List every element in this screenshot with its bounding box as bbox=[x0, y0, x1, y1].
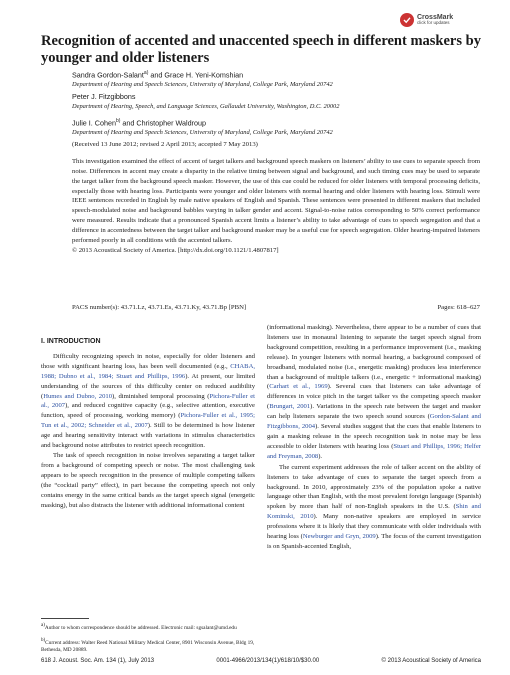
citation-link[interactable]: Newburger and Gryn, 2009 bbox=[302, 533, 376, 541]
paragraph: Difficulty recognizing speech in noise, especially for older listeners and those with significant hearing loss, has been well documented (e.g., CHABA, 1988; Dubno et al., 1984; Stuart and Phillips, 1996). At present, our limited understanding of the sources of this difficulty center on reduced audibility (Humes and Dubno, 2010), diminished temporal processing (Pichora-Fuller et al., 2007), and reduced cognitive capacity (e.g., selective attention, executive function, speed of processing, working memory) (Pichora-Fuller et al., 1995; Tun et al., 2002; Schneider et al., 2007). Still to be determined is how listener age and hearing sensitivity interact with variations in stimulus characteristics and background noise attributes to restrict speech recognition. bbox=[41, 352, 256, 450]
crossmark-badge[interactable] bbox=[400, 10, 470, 30]
citation-link[interactable]: Gordon-Salant and Fitzgibbons, 2004 bbox=[267, 413, 481, 431]
affiliation: Department of Hearing and Speech Sciences, University of Maryland, College Park, Maryland 20742 bbox=[72, 129, 333, 137]
paragraph: The task of speech recognition in noise involves separating a target talker from a background of competing speech or noise. The most challenging task appears to be speech recognition in the presence of multiple competing talkers (the “cocktail party” effect), in part because the competing speech not only contains energy in the same critical bands as the target speech signal (energetic masking), but also distracts the listener with additional informational content bbox=[41, 451, 255, 509]
paragraph: (informational masking). Nevertheless, there appear to be a number of cues that listeners use in monaural listening to separate the target speech signal from background competition, resulting in a performance improvement (i.e., masking release). In younger listeners with normal hearing, a background composed of broadband, modulated noise (i.e., energetic masking) produces less interference than a background of multiple talkers (i.e., energetic + informational masking) (Carhart et al., 1969). Several cues that listeners can take advantage of differences in voice pitch in the target talker vs the competing speech masker (Brungart, 2001). Variations in the speech rate between the target and masker can help listeners separate the two speech sound sources (Gordon-Salant and Fitzgibbons, 2004). Several studies suggest that the cues that enable listeners to gain a masking release in the speech recognition task in noise may be less accessible to older listeners with hearing loss (Stuart and Phillips, 1996; Helfer and Freyman, 2008). bbox=[267, 324, 481, 460]
abstract-text: This investigation examined the effect of accent of target talkers and background speech maskers on listeners’ ability to use cues to separate speech from noise. Differences in accent may create a disparity in the relative timing between signal and background, and such timing cues may be used to separate the target talker from the background speech masker. However, the use of this cue could be reduced for older listeners with temporal processing deficits, especially those with hearing loss. Participants were younger and older listeners with normal hearing and older listeners with hearing loss. Stimuli were IEEE sentences recorded in English by male native speakers of English and Spanish. These sentences were presented in different maskers that included speech-modulated noise and background babbles varying in talker gender and accent. Signal-to-noise ratios corresponding to 50% correct performance were measured. Results indicate that a pronounced Spanish accent limits a listener’s ability to take advantage of cues to speech segregation and that a difference in accentedness between the target talker and background masker may be a useful cue for speech segregation. Older hearing-impaired listeners performed poorly in all conditions with the accented talkers. bbox=[72, 158, 480, 244]
left-column bbox=[41, 337, 255, 510]
author-block-3 bbox=[72, 116, 482, 137]
author-names: and Grace H. Yeni-Komshian bbox=[148, 70, 244, 80]
footnote-mark[interactable]: b) bbox=[115, 118, 121, 124]
crossmark-label: CrossMark bbox=[417, 14, 454, 22]
author-block-1 bbox=[72, 68, 482, 89]
footnote: $^{b)}$Current address: Walter Reed National Military Medical Center, 8901 Wisconsin Avenue, Bldg 19, Bethesda, MD 20889. bbox=[41, 638, 255, 653]
issn-code: 0001-4966/2013/134(1)/618/10/$30.00 bbox=[216, 658, 320, 664]
crossmark-icon bbox=[400, 13, 414, 27]
right-column bbox=[267, 323, 481, 552]
author-block-2 bbox=[72, 92, 482, 111]
footnote: $^{a)}$Author to whom correspondence should be addressed. Electronic mail: sgsalant@umd.edu bbox=[41, 623, 237, 631]
paragraph: The current experiment addresses the role of talker accent on the ability of listeners to take advantage of cues to separate the target speech from a background. In 2010, approximately 23% of the population spoke a native language other than English, with the most prevalent foreign language (Spanish) spoken by more than half of non-English speakers in the U.S. (Shin and Kominski, 2010). Many non-native speakers are employed in service professions where it is likely that they communicate with older individuals with hearing loss (Newburger and Gryn, 2009). The focus of the current investigation is on Spanish-accented English, bbox=[267, 463, 481, 550]
citation-link[interactable]: Shin and Kominski, 2010 bbox=[267, 503, 481, 521]
citation-link[interactable]: Stuart and Phillips, 1996; Helfer and Freyman, 2008 bbox=[267, 442, 481, 460]
citation-link[interactable]: Pichora-Fuller et al., 1995; Tun et al., 2002; Schneider et al., 2007 bbox=[41, 412, 255, 430]
article-title: Recognition of accented and unaccented speech in different maskers by younger and older listeners bbox=[41, 33, 481, 66]
affiliation: Department of Hearing and Speech Sciences, University of Maryland, College Park, Maryland 20742 bbox=[72, 81, 333, 89]
copyright-doi[interactable]: © 2013 Acoustical Society of America. [http://dx.doi.org/10.1121/1.4807817] bbox=[72, 246, 279, 254]
abstract bbox=[72, 157, 480, 255]
page-footer bbox=[41, 658, 481, 664]
pacs-numbers: PACS number(s): 43.71.Lz, 43.71.Es, 43.71.Ky, 43.71.Bp [PBN] bbox=[72, 304, 247, 311]
journal-citation: 618 J. Acoust. Soc. Am. 134 (1), July 2013 bbox=[41, 658, 155, 664]
citation-link[interactable]: Pichora-Fuller et al., 2007 bbox=[41, 392, 255, 410]
section-heading: I. INTRODUCTION bbox=[41, 338, 101, 345]
footnote-divider bbox=[41, 618, 89, 619]
page-range: Pages: 618–627 bbox=[437, 304, 480, 311]
author-names: and Christopher Waldroup bbox=[120, 118, 207, 128]
citation-link[interactable]: Brungart, 2001 bbox=[269, 403, 311, 411]
crossmark-sublabel: click for updates bbox=[417, 20, 450, 26]
received-dates: (Received 13 June 2012; revised 2 April 2013; accepted 7 May 2013) bbox=[72, 141, 258, 148]
affiliation: Department of Hearing, Speech, and Language Sciences, Gallaudet University, Washington, D.C. 20002 bbox=[72, 103, 340, 110]
footer-copyright: © 2013 Acoustical Society of America bbox=[381, 658, 481, 664]
author-names: Peter J. Fitzgibbons bbox=[72, 92, 136, 101]
footnote-mark[interactable]: a) bbox=[143, 70, 149, 76]
pacs-line bbox=[72, 304, 480, 311]
citation-link[interactable]: Humes and Dubno, 2010 bbox=[43, 392, 113, 400]
citation-link[interactable]: Carhart et al., 1969 bbox=[269, 383, 328, 391]
author-names: Julie I. Cohen bbox=[72, 118, 116, 128]
citation-link[interactable]: CHABA, 1988; Dubno et al., 1984; Stuart and Phillips, 1996 bbox=[41, 362, 255, 380]
author-names: Sandra Gordon-Salant bbox=[72, 70, 144, 80]
